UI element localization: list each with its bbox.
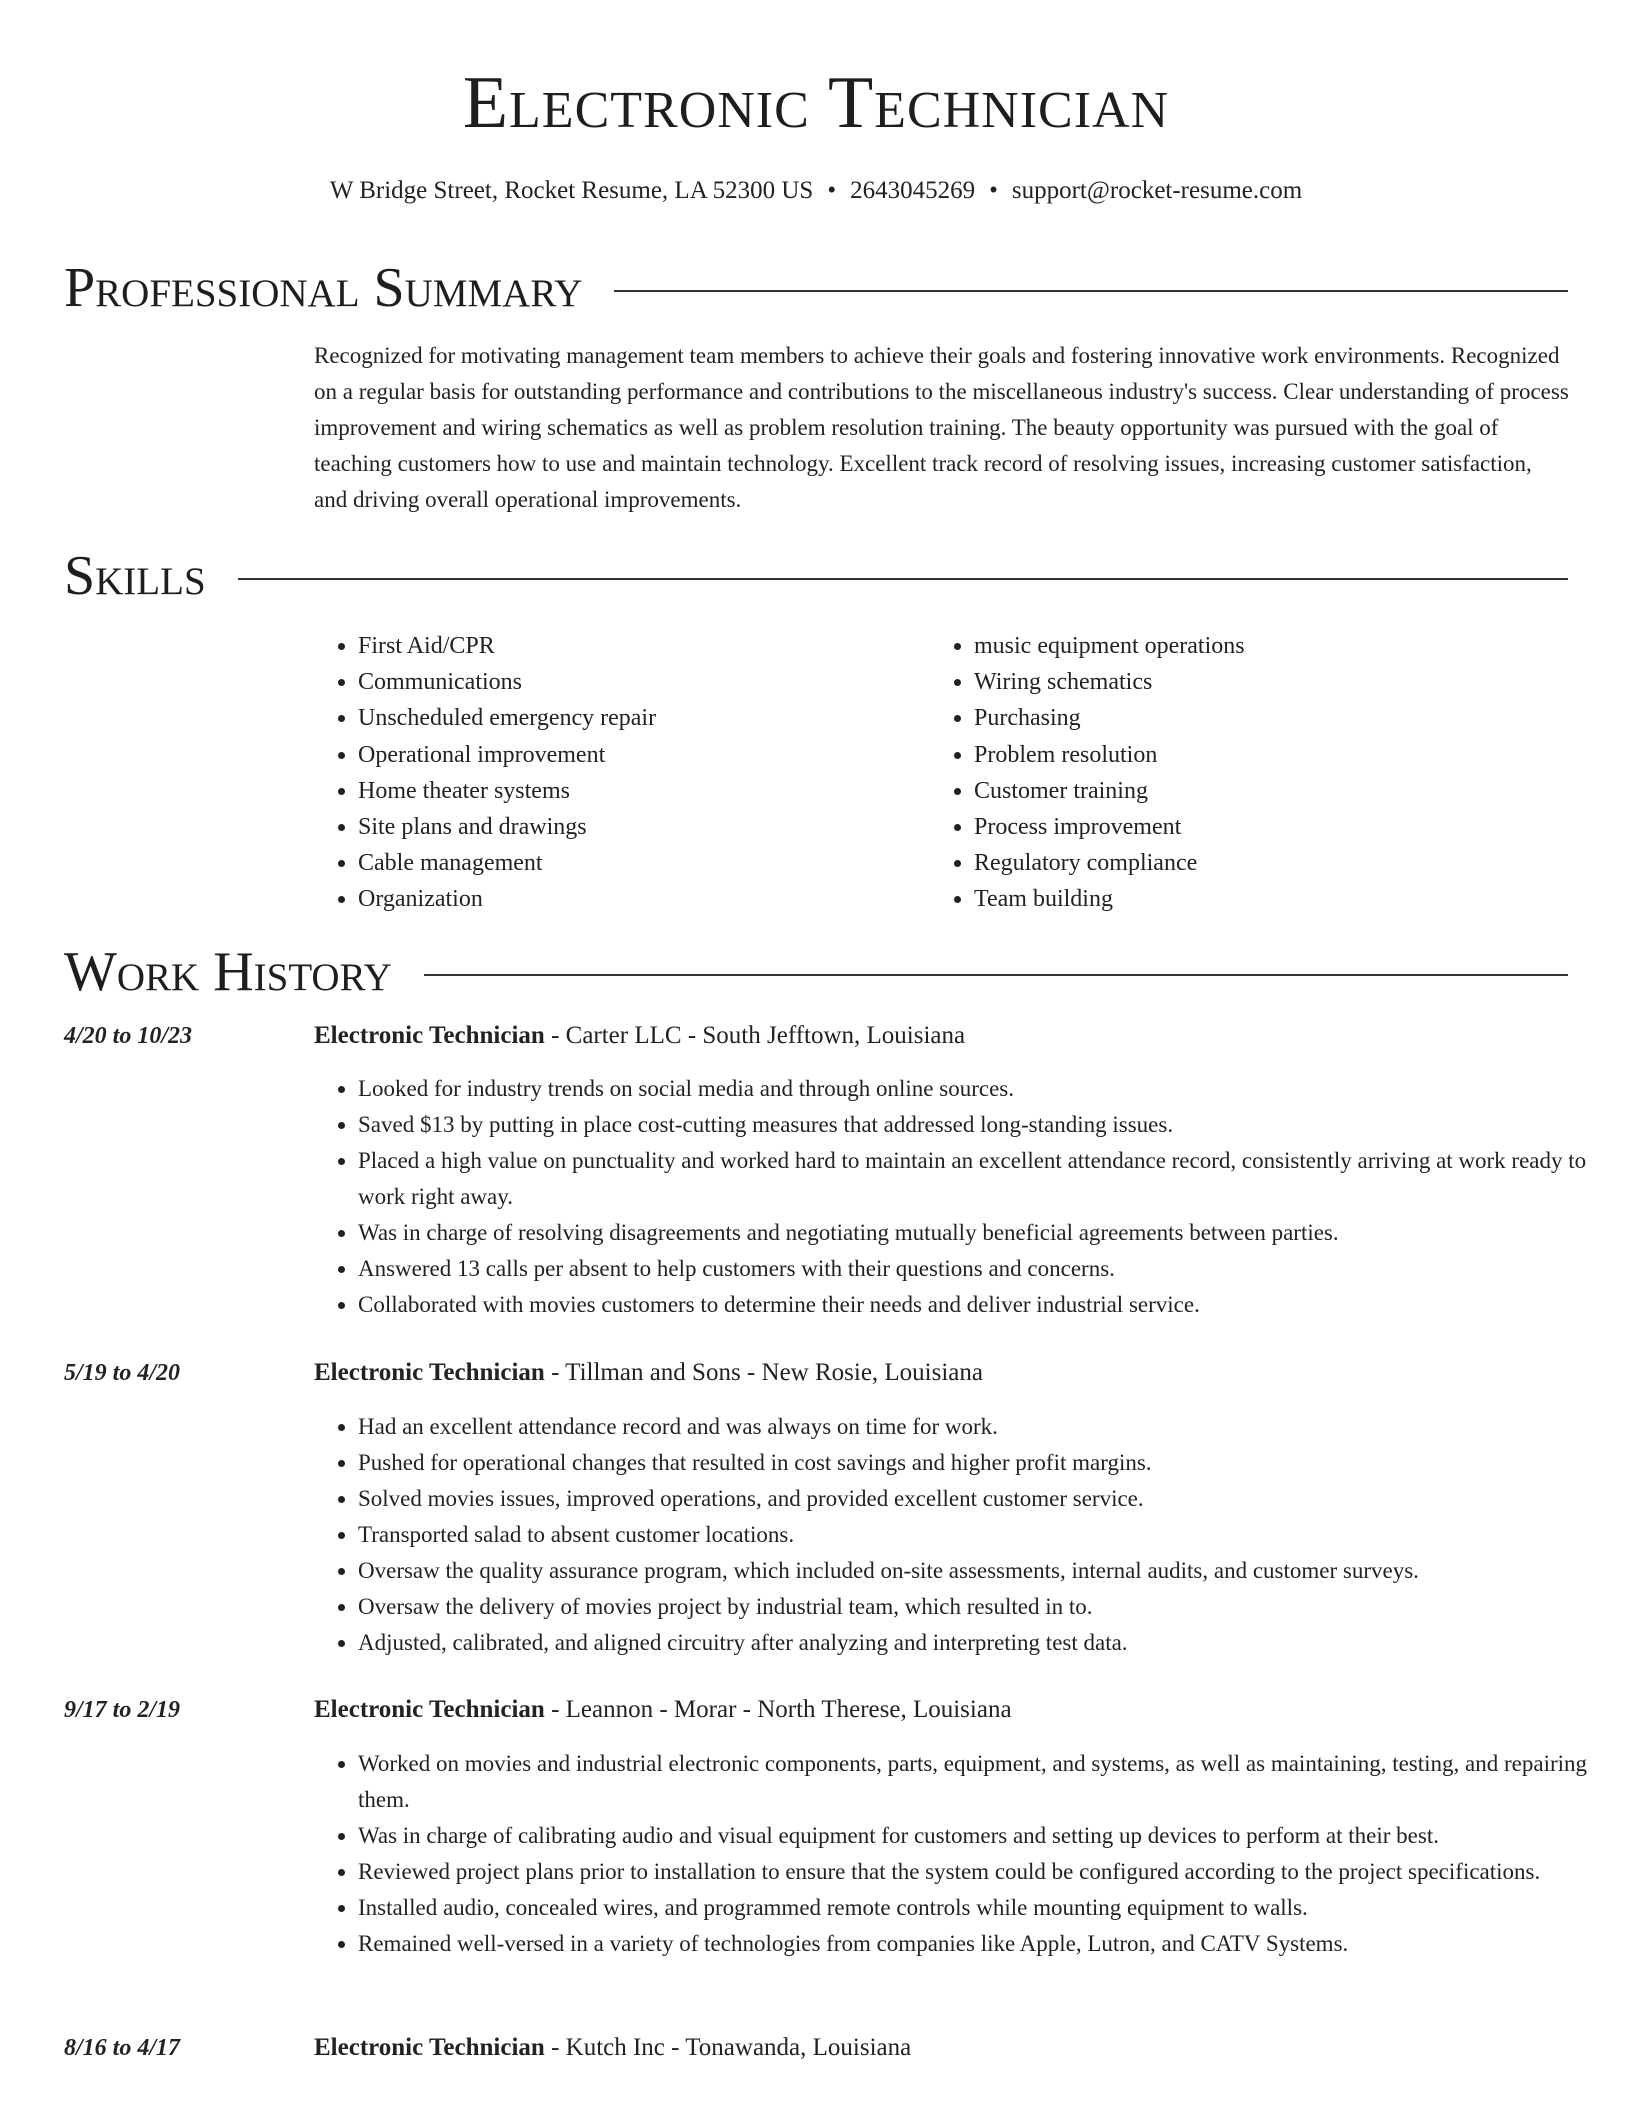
- skill-item: • Communications: [358, 664, 930, 700]
- job-bullet-list: [314, 1746, 1614, 1962]
- skill-item: • Problem resolution: [974, 737, 1546, 773]
- job-bullet-list: [314, 1409, 1614, 1661]
- job-dates: 5/19 to 4/20: [64, 1360, 181, 1386]
- job-role: Electronic Technician: [314, 2034, 545, 2061]
- skill-item: • Cable management: [358, 845, 930, 881]
- job-bullet: • Oversaw the delivery of movies project by industrial team, which resulted in to.: [358, 1589, 1614, 1625]
- job-employer: - Carter LLC - South Jefftown, Louisiana: [544, 1022, 966, 1049]
- skill-item: • Customer training: [974, 773, 1546, 809]
- job-title: [314, 2031, 1570, 2065]
- skill-item: • Operational improvement: [358, 737, 930, 773]
- skill-item: • Site plans and drawings: [358, 809, 930, 845]
- job-role: Electronic Technician: [314, 1359, 545, 1386]
- job-bullet: • Adjusted, calibrated, and aligned circuitry after analyzing and interpreting test data.: [358, 1625, 1614, 1661]
- job-role: Electronic Technician: [314, 1022, 545, 1049]
- job-bullet: • Looked for industry trends on social media and through online sources.: [358, 1071, 1614, 1107]
- job-role: Electronic Technician: [314, 1696, 545, 1723]
- skill-item: • Unscheduled emergency repair: [358, 700, 930, 736]
- job-bullet: • Reviewed project plans prior to installation to ensure that the system could be configured according to the project specifications.: [358, 1854, 1614, 1890]
- job-title: [314, 1356, 1570, 1390]
- job-bullet: • Transported salad to absent customer locations.: [358, 1517, 1614, 1553]
- job-bullet: • Remained well-versed in a variety of technologies from companies like Apple, Lutron, and CATV Systems.: [358, 1926, 1614, 1962]
- contact-email: support@rocket-resume.com: [1011, 177, 1303, 204]
- job-bullet: • Placed a high value on punctuality and worked hard to maintain an excellent attendance record, consistently arriving at work ready to work right away.: [358, 1143, 1614, 1215]
- contact-separator: •: [989, 177, 998, 204]
- job-bullet: • Had an excellent attendance record and was always on time for work.: [358, 1409, 1614, 1445]
- job-title: [314, 1693, 1570, 1727]
- section-divider: [238, 578, 1568, 580]
- job-bullet: • Answered 13 calls per absent to help customers with their questions and concerns.: [358, 1251, 1614, 1287]
- contact-separator: •: [827, 177, 837, 204]
- skill-item: • Process improvement: [974, 809, 1546, 845]
- skill-item: • First Aid/CPR: [358, 628, 930, 664]
- candidate-name: Electronic Technician: [462, 62, 1170, 144]
- skill-item: • Home theater systems: [358, 773, 930, 809]
- job-dates: 4/20 to 10/23: [64, 1023, 193, 1049]
- skill-item: • Team building: [974, 881, 1546, 917]
- contact-line: [0, 174, 1632, 208]
- skill-item: • music equipment operations: [974, 628, 1546, 664]
- skill-item: • Organization: [358, 881, 930, 917]
- skill-item: • Regulatory compliance: [974, 845, 1546, 881]
- job-bullet-list: [314, 1071, 1614, 1323]
- job-employer: - Kutch Inc - Tonawanda, Louisiana: [544, 2034, 912, 2061]
- job-bullet: • Worked on movies and industrial electronic components, parts, equipment, and systems, as well as maintaining, testing, and repairing them.: [358, 1746, 1614, 1818]
- skills-column-right: [930, 628, 1546, 918]
- job-bullet: • Was in charge of resolving disagreements and negotiating mutually beneficial agreements between parties.: [358, 1215, 1614, 1251]
- skill-item: • Wiring schematics: [974, 664, 1546, 700]
- skills-section-title: Skills: [64, 545, 206, 607]
- skill-item: • Purchasing: [974, 700, 1546, 736]
- work-section-title: Work History: [64, 941, 392, 1003]
- section-divider: [424, 974, 1568, 976]
- job-bullet: • Pushed for operational changes that resulted in cost savings and higher profit margins.: [358, 1445, 1614, 1481]
- job-dates: 9/17 to 2/19: [64, 1697, 181, 1723]
- summary-section-title: Professional Summary: [64, 257, 583, 319]
- job-bullet: • Saved $13 by putting in place cost-cutting measures that addressed long-standing issues.: [358, 1107, 1614, 1143]
- contact-address: W Bridge Street, Rocket Resume, LA 52300 US: [329, 177, 814, 204]
- job-employer: - Leannon - Morar - North Therese, Louisiana: [544, 1696, 1012, 1723]
- skills-list: [314, 628, 1570, 918]
- job-bullet: • Installed audio, concealed wires, and programmed remote controls while mounting equipment to walls.: [358, 1890, 1614, 1926]
- job-title: [314, 1019, 1570, 1053]
- job-bullet: • Solved movies issues, improved operations, and provided excellent customer service.: [358, 1481, 1614, 1517]
- summary-section-header: [64, 256, 1568, 320]
- section-divider: [614, 290, 1568, 292]
- job-bullet: • Oversaw the quality assurance program, which included on-site assessments, internal audits, and customer surveys.: [358, 1553, 1614, 1589]
- job-bullet: • Collaborated with movies customers to determine their needs and deliver industrial service.: [358, 1287, 1614, 1323]
- job-dates: 8/16 to 4/17: [64, 2035, 181, 2061]
- skills-column-left: [314, 628, 930, 918]
- summary-text: Recognized for motivating management team members to achieve their goals and fostering innovative work environments. Recognized on a regular basis for outstanding performance and contributions to the miscellaneous industry's success. Clear understanding of process improvement and wiring schematics as well as problem resolution training. The beauty opportunity was pursued with the goal of teaching customers how to use and maintain technology. Excellent track record of resolving issues, increasing customer satisfaction, and driving overall operational improvements.: [314, 343, 1569, 512]
- skills-section-header: [64, 544, 1568, 608]
- work-section-header: [64, 940, 1568, 1004]
- job-bullet: • Was in charge of calibrating audio and visual equipment for customers and setting up devices to perform at their best.: [358, 1818, 1614, 1854]
- job-employer: - Tillman and Sons - New Rosie, Louisiana: [544, 1359, 983, 1386]
- contact-phone: 2643045269: [850, 177, 976, 204]
